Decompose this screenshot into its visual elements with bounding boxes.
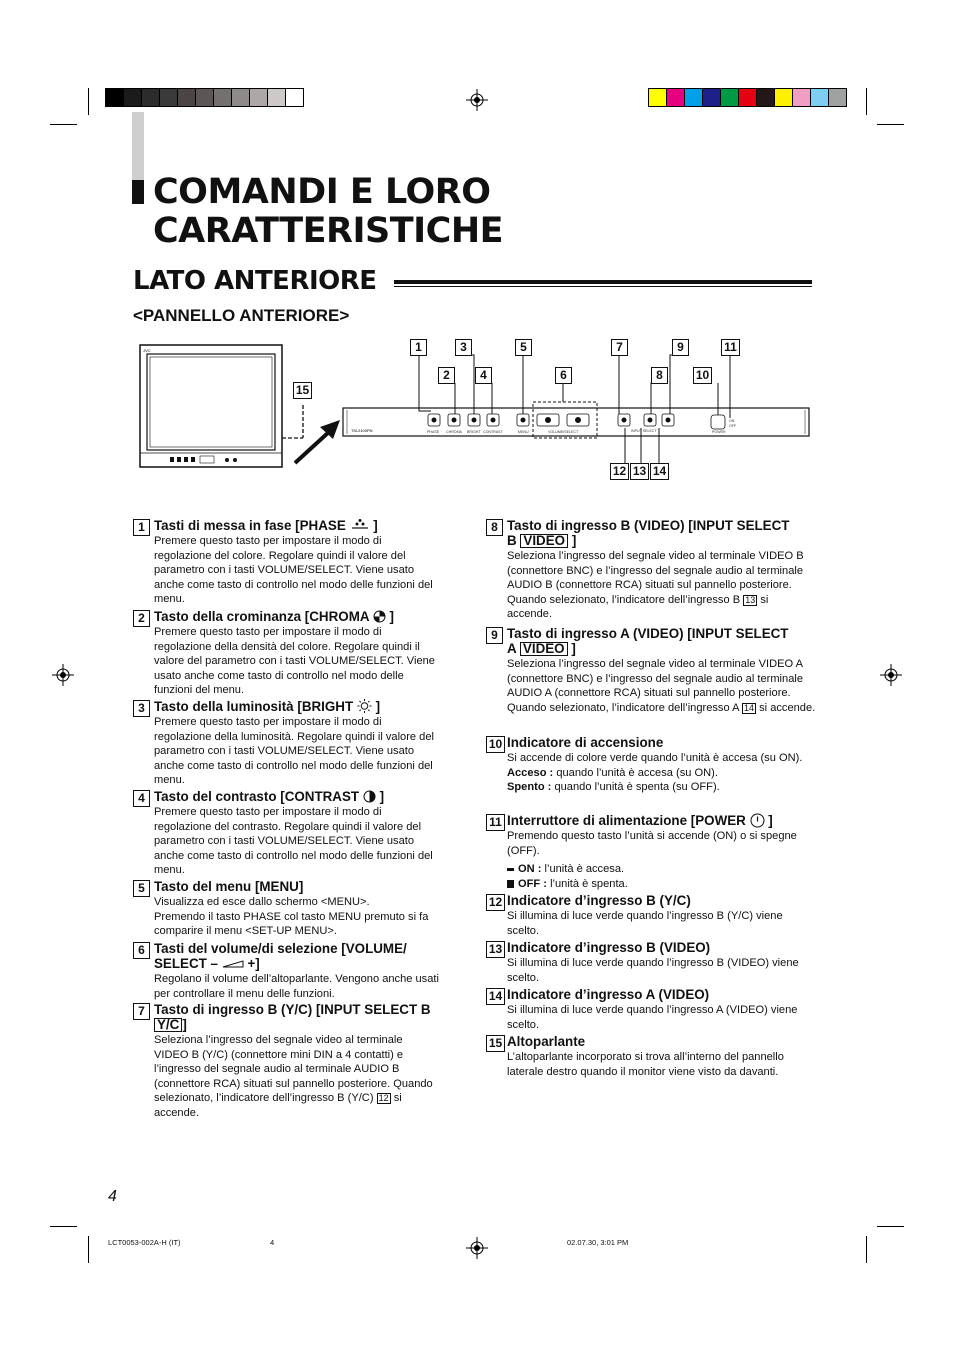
item-body: Seleziona l’ingresso del segnale video al terminale VIDEO B (connettore BNC) e l’ingresso del segnale audio al terminale AUDIO B (connettore RCA) situati sul pannello posteriore. Quando selezionato, l’indicatore dell’ingresso B 13 si accende.	[507, 550, 804, 621]
panel-label: ON	[729, 419, 735, 423]
callout-12: 12	[610, 463, 629, 480]
crop-mark	[88, 88, 89, 115]
color-swatch	[124, 89, 142, 106]
title-marker	[132, 180, 144, 204]
crop-mark	[877, 124, 904, 125]
item-title: Tasto del contrasto [CONTRAST ]	[154, 789, 385, 804]
item-title: Tasto di ingresso B (Y/C) [INPUT SELECT B Y/C ]	[154, 1002, 431, 1032]
color-swatch	[793, 89, 811, 106]
footer-code: LCT0053-002A-H (IT)	[108, 1238, 181, 1247]
color-swatch	[829, 89, 846, 106]
subsection-heading: <PANNELLO ANTERIORE>	[133, 306, 350, 325]
panel-label: MENU	[518, 430, 529, 434]
on-switch-icon	[507, 868, 514, 871]
crop-mark	[866, 1236, 867, 1263]
item-title: Tasto di ingresso B (VIDEO) [INPUT SELECT B VIDEO ]	[507, 518, 790, 548]
color-swatch	[250, 89, 268, 106]
color-swatch	[667, 89, 685, 106]
item-15	[486, 1034, 816, 1079]
page-title: COMANDI E LORO CARATTERISTICHE	[153, 172, 504, 251]
item-number: 11	[486, 814, 505, 831]
registration-mark-icon	[880, 664, 902, 686]
panel-label: BRIGHT	[467, 430, 481, 434]
color-swatch	[286, 89, 303, 106]
callout-6: 6	[555, 367, 572, 384]
item-number: 3	[133, 700, 150, 717]
callout-11: 11	[721, 339, 740, 356]
panel-label: OFF	[729, 424, 737, 428]
color-swatch	[703, 89, 721, 106]
color-swatch	[178, 89, 196, 106]
item-9	[486, 626, 816, 715]
item-number: 4	[133, 790, 150, 807]
item-title: Tasto della luminosità [BRIGHT ]	[154, 699, 381, 714]
item-title: Altoparlante	[507, 1034, 586, 1049]
registration-mark-icon	[52, 664, 74, 686]
item-body: Premendo questo tasto l’unità si accende (ON) o si spegne (OFF). ON : l’unità è accesa. OFF : l’unità è spenta.	[507, 830, 797, 890]
panel-model: TM-2100PN	[351, 428, 373, 433]
crop-mark	[88, 1236, 89, 1263]
color-bars	[648, 88, 847, 107]
callout-13: 13	[630, 463, 649, 480]
item-14	[486, 987, 816, 1032]
item-10	[486, 735, 816, 795]
color-swatch	[757, 89, 775, 106]
color-swatch	[268, 89, 286, 106]
item-title: Indicatore di accensione	[507, 735, 664, 750]
item-title: Tasto della crominanza [CHROMA ]	[154, 609, 394, 624]
item-body: Si illumina di luce verde quando l’ingresso B (VIDEO) viene scelto.	[507, 957, 799, 984]
panel-label: INPUT SELECT	[631, 429, 657, 433]
crop-mark	[50, 124, 77, 125]
item-body: Premere questo tasto per impostare il modo di regolazione del colore. Regolare quindi il valore del parametro con i tasti VOLUME/SELECT. Viene usato anche come tasto di controllo nel modo delle funzioni del menu.	[154, 535, 433, 606]
item-body: Seleziona l’ingresso del segnale video al terminale VIDEO B (Y/C) (connettore mini DIN a 4 contatti) e l’ingresso del segnale audio al terminale AUDIO B (connettore RCA) situati sul pannello posteriore. Quando selezionato, l’indicatore dell’ingresso B (Y/C) 12 si accende.	[154, 1034, 433, 1119]
item-title: Indicatore d’ingresso A (VIDEO)	[507, 987, 710, 1002]
item-3	[133, 699, 439, 788]
item-title: Interruttore di alimentazione [POWER ]	[507, 813, 773, 828]
item-5	[133, 879, 439, 939]
color-swatch	[739, 89, 757, 106]
item-number: 8	[486, 519, 503, 536]
panel-label: VOLUME/SELECT	[548, 430, 579, 434]
phase-icon	[350, 518, 370, 531]
item-number: 6	[133, 942, 150, 959]
monitor-brand: JVC	[143, 348, 151, 353]
item-number: 12	[486, 894, 505, 911]
item-title: Tasti di messa in fase [PHASE ]	[154, 518, 378, 533]
item-body: Si accende di colore verde quando l’unità è accesa (su ON). Acceso : quando l’unità è accesa (su ON). Spento : quando l’unità è spenta (su OFF).	[507, 752, 803, 794]
item-body: Regolano il volume dell’altoparlante. Vengono anche usati per controllare il menu delle funzioni.	[154, 973, 439, 1000]
callout-10: 10	[693, 367, 712, 384]
color-swatch	[775, 89, 793, 106]
item-number: 13	[486, 941, 505, 958]
callout-14: 14	[650, 463, 669, 480]
registration-mark-icon	[466, 89, 488, 111]
color-swatch	[649, 89, 667, 106]
item-body: Si illumina di luce verde quando l’ingresso A (VIDEO) viene scelto.	[507, 1004, 798, 1031]
item-body: Si illumina di luce verde quando l’ingresso B (Y/C) viene scelto.	[507, 910, 783, 937]
color-swatch	[232, 89, 250, 106]
callout-2: 2	[438, 367, 455, 384]
crop-mark	[50, 1226, 77, 1227]
callout-3: 3	[455, 339, 472, 356]
color-swatch	[811, 89, 829, 106]
item-title: Tasto di ingresso A (VIDEO) [INPUT SELECT A VIDEO ]	[507, 626, 789, 656]
item-number: 7	[133, 1003, 150, 1020]
color-swatch	[721, 89, 739, 106]
callout-4: 4	[475, 367, 492, 384]
item-title: Indicatore d’ingresso B (Y/C)	[507, 893, 691, 908]
page-number: 4	[108, 1188, 117, 1205]
color-swatch	[160, 89, 178, 106]
item-4	[133, 789, 439, 878]
registration-mark-icon	[466, 1237, 488, 1259]
section-rule	[394, 280, 812, 284]
callout-5: 5	[515, 339, 532, 356]
item-number: 9	[486, 627, 503, 644]
callout-9: 9	[672, 339, 689, 356]
item-body: Premere questo tasto per impostare il modo di regolazione della densità del colore. Regolare quindi il valore del parametro con i tasti VOLUME/SELECT. Viene usato anche come tasto di controllo nel modo delle funzioni del menu.	[154, 626, 435, 697]
item-13	[486, 940, 816, 985]
item-number: 2	[133, 610, 150, 627]
item-title: Tasti del volume/di selezione [VOLUME/ SELECT – +]	[154, 941, 407, 971]
color-swatch	[214, 89, 232, 106]
crop-mark	[866, 88, 867, 115]
item-body: Seleziona l’ingresso del segnale video al terminale VIDEO A (connettore BNC) e l’ingresso del segnale audio al terminale AUDIO A (connettore RCA) situati sul pannello posteriore. Quando selezionato, l’indicatore dell’ingresso A 14 si accende.	[507, 658, 816, 714]
front-panel-diagram	[135, 335, 815, 485]
item-number: 15	[486, 1035, 505, 1052]
item-6	[133, 941, 439, 1001]
item-body: Premere questo tasto per impostare il modo di regolazione della luminosità. Regolare quindi il valore del parametro con i tasti VOLUME/SELECT. Viene usato anche come tasto di controllo nel modo delle funzioni del menu.	[154, 716, 434, 787]
crop-mark	[877, 1226, 904, 1227]
footer-page: 4	[270, 1238, 275, 1247]
panel-label: CHROMA	[446, 430, 462, 434]
panel-label: POWER	[712, 430, 726, 434]
section-heading: LATO ANTERIORE	[133, 266, 377, 296]
item-title: Tasto del menu [MENU]	[154, 879, 304, 894]
item-number: 14	[486, 988, 505, 1005]
grayscale-bars	[105, 88, 304, 107]
power-icon	[750, 813, 765, 828]
callout-7: 7	[611, 339, 628, 356]
item-1	[133, 518, 439, 607]
chroma-icon	[373, 610, 386, 623]
item-8	[486, 518, 816, 622]
item-body: L’altoparlante incorporato si trova all’interno del pannello laterale destro quando il monitor viene visto da davanti.	[507, 1051, 784, 1078]
footer-date: 02.07.30, 3:01 PM	[567, 1238, 629, 1247]
volume-ramp-icon	[222, 959, 244, 969]
item-number: 5	[133, 880, 150, 897]
off-switch-icon	[507, 880, 514, 888]
callout-15: 15	[293, 382, 312, 399]
item-body: Visualizza ed esce dallo schermo <MENU>. Premendo il tasto PHASE col tasto MENU premuto si fa comparire il menu <SET-UP MENU>.	[154, 896, 429, 938]
item-number: 1	[133, 519, 150, 536]
color-swatch	[106, 89, 124, 106]
contrast-icon	[363, 790, 376, 803]
item-11	[486, 813, 816, 891]
section-rule	[394, 286, 812, 287]
item-12	[486, 893, 816, 938]
item-body: Premere questo tasto per impostare il modo di regolazione del contrasto. Regolare quindi il valore del parametro con i tasti VOLUME/SELECT. Viene usato anche come tasto di controllo nel modo delle funzioni del menu.	[154, 806, 433, 877]
callout-8: 8	[651, 367, 668, 384]
panel-label: PHASE	[427, 430, 440, 434]
panel-label: CONTRAST	[483, 430, 503, 434]
item-number: 10	[486, 736, 505, 753]
color-swatch	[142, 89, 160, 106]
item-2	[133, 609, 439, 698]
callout-1: 1	[410, 339, 427, 356]
color-swatch	[685, 89, 703, 106]
bright-icon	[357, 699, 372, 713]
item-title: Indicatore d’ingresso B (VIDEO)	[507, 940, 711, 955]
item-7	[133, 1002, 439, 1121]
color-swatch	[196, 89, 214, 106]
